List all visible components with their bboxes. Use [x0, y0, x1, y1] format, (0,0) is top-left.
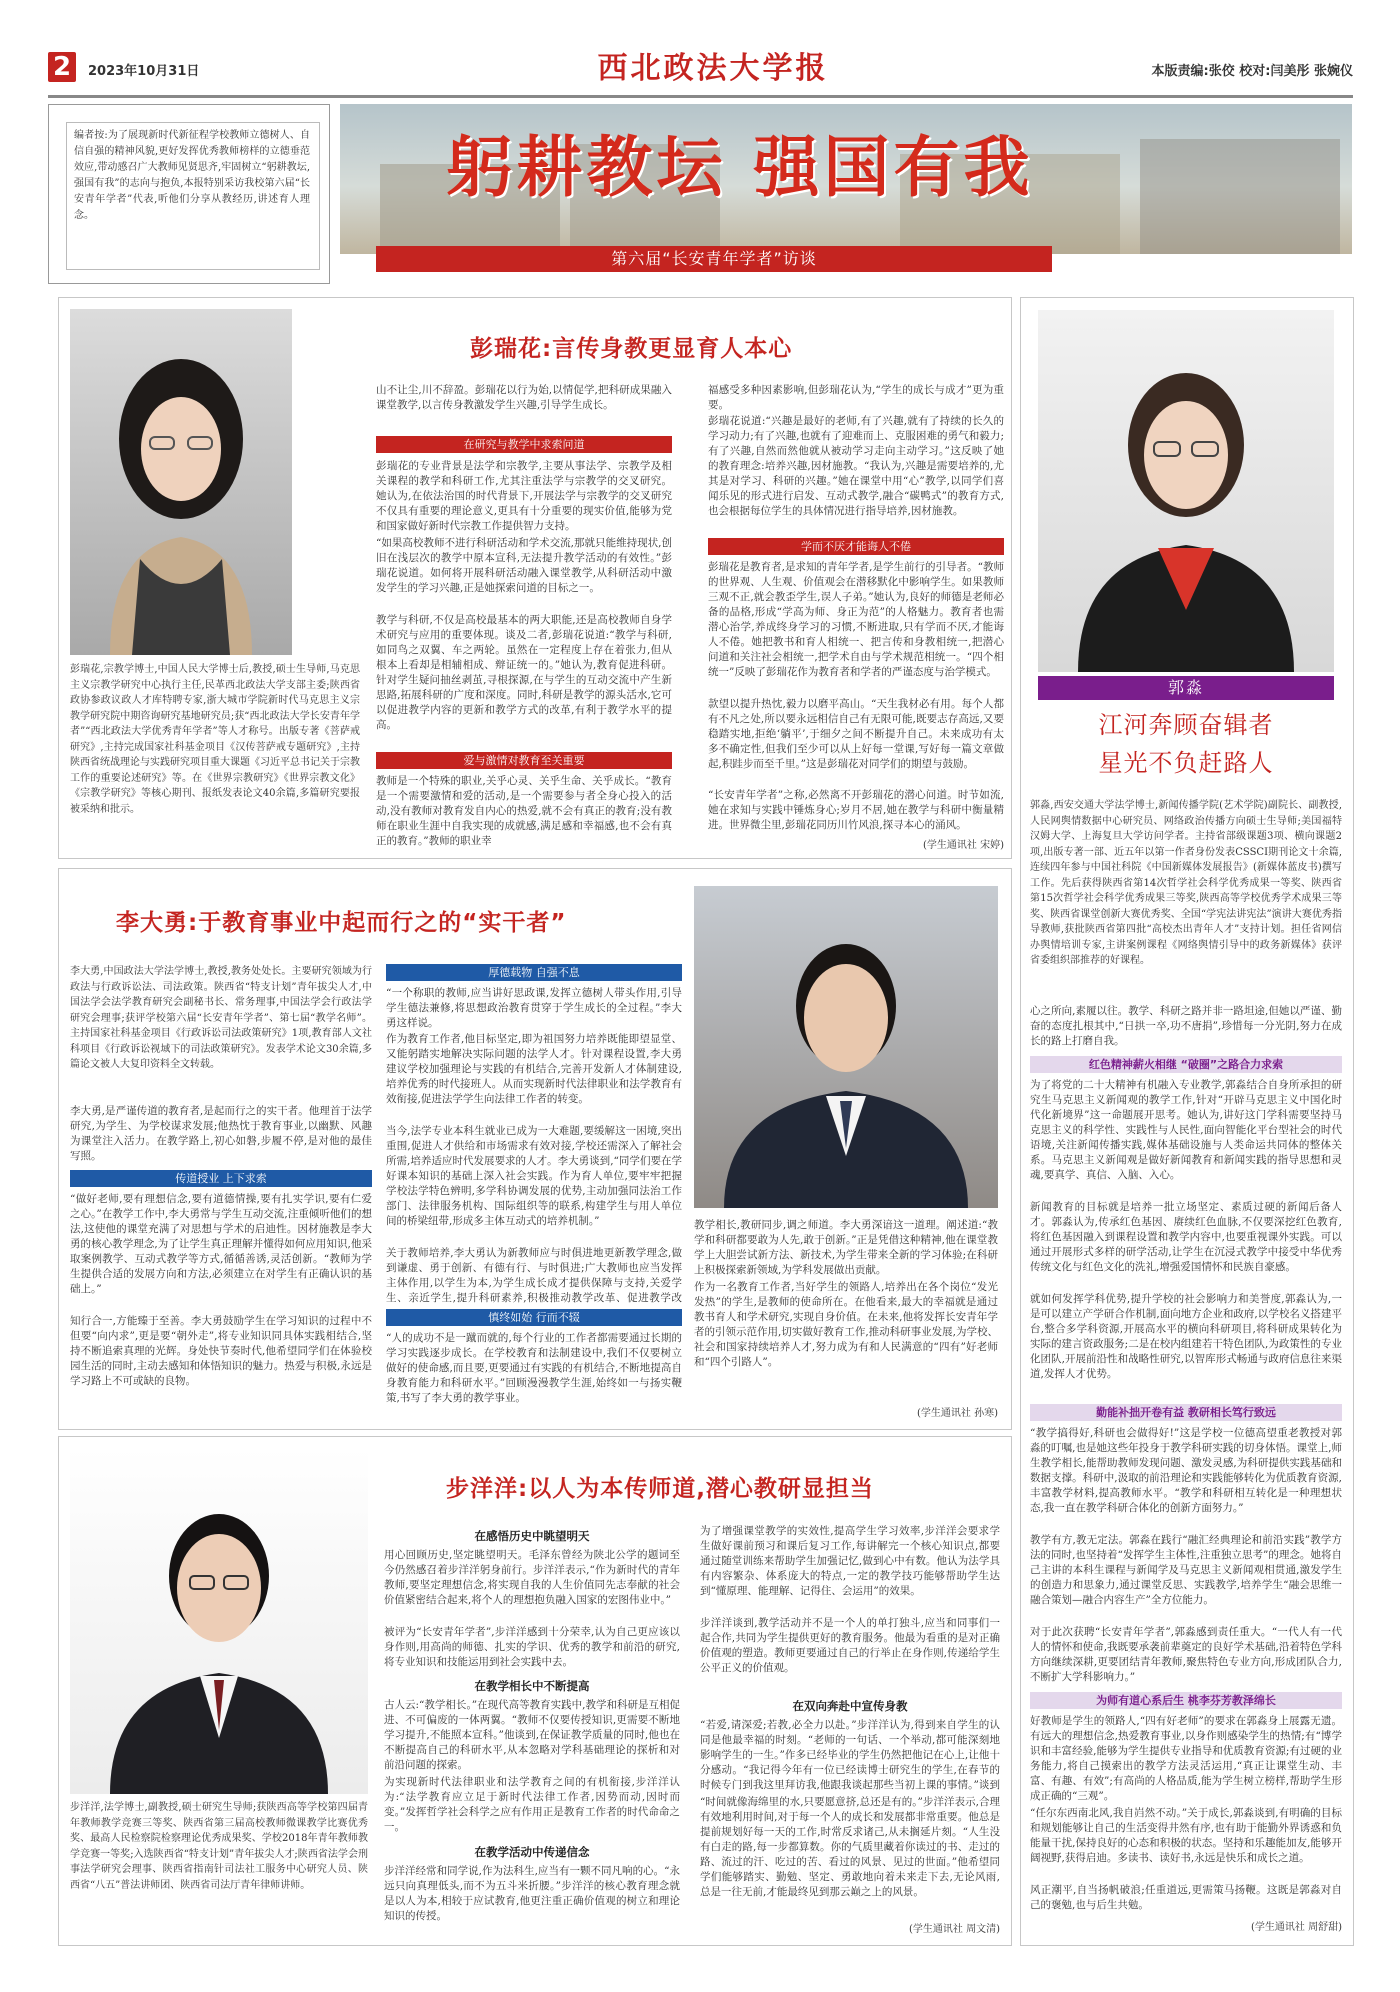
bu-subhead-2: 在教学相长中不断提高 [474, 1679, 590, 1693]
guo-name-bar: 郭淼 [1038, 676, 1334, 700]
editor-credits: 本版责编:张佼 校对:闫美彤 张婉仪 [1151, 64, 1353, 79]
li-p1: “做好老师,要有理想信念,要有道德情操,要有扎实学识,要有仁爱之心。”在教学工作中,李大勇常与学生互动交流,注重倾听他们的想法,这使他的课堂充满了对思想与学术的启迪性。因材施教是李大勇的核心教学理念,为了让学生真正理解并懂得如何应用知识,他采取案例教学、互动式教学等方式,循循善诱,灵活创新。“教师为学生提供合适的发展方向和方法,必须建立在对学生有正确认识的基础上。” [70, 1193, 372, 1295]
bu-p4: 为实现新时代法律职业和法学教育之间的有机衔接,步洋洋认为:“法学教育应立足于新时代法律工作者,因势而动,因时而变。”发挥哲学社会科学之应有作用正是教育工作者的时代命命之一。 [384, 1776, 680, 1833]
bu-p6: 为了增强课堂教学的实效性,提高学生学习效率,步洋洋会要求学生做好课前预习和课后复习工作,每讲解完一个核心知识点,都要通过随堂训练来帮助学生加强记忆,做到心中有数。他认为法学具有内容繁杂、体系庞大的特点,一定的教学技巧能够帮助学生达到“懂原理、能理解、记得住、会运用”的效果。 [700, 1525, 1000, 1597]
li-title: 李大勇:于教育事业中起而行之的“实干者” [116, 910, 567, 936]
bu-p7: 步洋洋谈到,教学活动并不是一个人的单打独斗,应当和同事们一起合作,共同为学生提供更好的教育服务。他最为看重的是对正确价值观的塑造。教师更要通过自己的行举止在身作则,传递给学生公平正义的价值观。 [700, 1617, 1000, 1674]
li-subhead-2: 厚德载物 自强不息 [386, 964, 682, 981]
peng-bio: 彭瑞花,宗教学博士,中国人民大学博士后,教授,硕士生导师,马克思主义宗教学研究中心执行主任,民革西北政法大学支部主委;陕西省政协参政议政人才库特聘专家,浙大城市学院新时代马克思主义宗教学研究院中期咨询研究基地研究员;获“西北政法大学长安青年学者”“西北政法大学优秀青年学者”等人才称号。出版专著《菩萨戒研究》,主持完成国家社科基金项目《汉传菩萨戒专题研究》,主持陕西省统战理论与实践研究项目重大课题《习近平总书记关于宗教工作的重要论述研究》等。在《世界宗教研究》《世界宗教文化》《宗教学研究》等核心期刊、报纸发表论文40余篇,多篇研究要报被采纳和批示。 [70, 664, 360, 815]
li-p3: “一个称职的教师,应当讲好思政课,发挥立德树人带头作用,引导学生德法兼修,将思想政治教育贯穿于学生成长的全过程。”李大勇这样说。 [386, 987, 682, 1029]
li-subhead-1: 传道授业 上下求索 [70, 1170, 372, 1187]
peng-col2-p3: 彭瑞花是教育者,是求知的青年学者,是学生前行的引导者。“教师的世界观、人生观、价值观会在潜移默化中影响学生。如果教师三观不正,就会教歪学生,误人子弟。”她认为,良好的师德是老师必备的品格,形成“学高为师、身正为范”的人格魅力。教育者也需潜心治学,养成终身学习的习惯,不断进取,只有学而不厌,才能诲人不倦。她把教书和育人相统一、把言传和身教相统一,把潜心问道和关注社会相统一,把学术自由与学术规范相统一。“四个相统一”反映了彭瑞花作为教育者和学者的严谨态度与治学模式。 [708, 561, 1004, 678]
bu-p5: 步洋洋经常和同学说,作为法科生,应当有一颗不同凡响的心。“永远只向真理低头,而不为五斗米折腰。”步洋洋的核心教育理念就是以人为本,相较于应试教育,他更注重正确价值观的树立和理论知识的传授。 [384, 1865, 680, 1922]
guo-p1: 为了将党的二十大精神有机融入专业教学,郭淼结合自身所承担的研究生马克思主义新闻观的教学工作,针对“开辟马克思主义中国化时代化新境界”这一命题展开思考。她认为,讲好这门学科需要坚持马克思主义的科学性、实践性与人民性,面向智能化平台型社会的时代语境,关注新闻传播实践,媒体基础设施与人类命运共同体的整体关系。马克思主义新闻观是做好新闻教育和新闻实践的指导思想和灵魂,要真学、真信、入脑、入心。 [1030, 1079, 1342, 1181]
guo-p5: 教学有方,教无定法。郭淼在践行“融汇经典理论和前沿实践”教学方法的同时,也坚持着“发挥学生主体性,注重独立思考”的理念。她将自己主讲的本科生课程与新闻学及马克思主义新闻观相贯通,激发学生的创造力和思象力,通过课堂反思、实践教学,培养学生“融会思维一融合策划—融合内容生产”全方位能力。 [1030, 1534, 1342, 1606]
guo-p7: 好教师是学生的领路人,“四有好老师”的要求在郭淼身上展露无遗。有远大的理想信念,热爱教育事业,以身作则感染学生的热情;有“博学识和丰富经验,能够为学生提供专业指导和优质教育资源;有过硬的业务能力,将自己摸索出的教学方法灵活运用,“真正让课堂生动、丰富、有趣、有效”;有高尚的人格品质,能为学生树立榜样,帮助学生形成正确的“三观”。 [1030, 1715, 1342, 1802]
li-p8: 教学相长,教研同步,调之师道。李大勇深谙这一道理。阐述道:“教学和科研都要敢为人先,敢于创新。”正是凭借这种精神,他在课堂教学上大胆尝试新方法、新技术,为学生带来全新的学习体验;在科研上积极探索新领域,为学科发展做出贡献。 [694, 1219, 998, 1276]
bu-title: 步洋洋:以人为本传师道,潜心教研显担当 [446, 1476, 874, 1502]
portrait-placeholder-icon [70, 309, 292, 655]
peng-subhead-1: 在研究与教学中求索问道 [376, 436, 672, 453]
guo-signature: (学生通讯社 周舒甜) [1251, 1922, 1342, 1933]
peng-col1-p1: 彭瑞花的专业背景是法学和宗教学,主要从事法学、宗教学及相关课程的教学和科研工作,尤其注重法学与宗教学的交叉研究。她认为,在依法治国的时代背景下,开展法学与宗教学的交叉研究不仅具有重要的理论意义,更具有十分重要的现实价值,能够为党和国家做好新时代宗教工作提供智力支持。 [376, 460, 672, 532]
page-header [48, 50, 1353, 90]
peng-signature: (学生通讯社 宋婷) [923, 840, 1004, 851]
banner-title: 躬耕教坛 强国有我 [446, 129, 1034, 206]
li-p9: 作为一名教育工作者,当好学生的领路人,培养出在各个岗位“发光发热”的学生,是教师的使命所在。在他看来,最大的幸福就是通过教书育人和学术研究,实现自身价值。在未来,他将发挥长安青年学者的引领示范作用,切实做好教育工作,推动科研事业发展,为学校、社会和国家持续培养人才,努力成为有和人民满意的“四有”好老师和“四个引路人”。 [694, 1281, 998, 1368]
portrait-placeholder-icon [1038, 310, 1334, 672]
guo-title-line-1: 江河奔顾奋辑者 [1098, 711, 1274, 739]
li-signature: (学生通讯社 孙寒) [917, 1408, 998, 1419]
guo-p0: 心之所向,素履以往。教学、科研之路并非一路坦途,但她以严谨、勤奋的态度扎根其中,“日拱一卒,功不唐捐”,珍惜每一分光阴,努力在成长的路上打磨自我。 [1030, 1005, 1342, 1047]
page-number: 2 [52, 52, 72, 82]
portrait-placeholder-icon [694, 886, 998, 1208]
guo-p9: 风正潮平,自当扬帆破浪;任重道远,更需策马扬鞭。这既是郭淼对自己的褒勉,也与后生共勉。 [1030, 1884, 1342, 1911]
guo-subhead-3: 为师有道心系后生 桃李芬芳教泽绵长 [1030, 1692, 1342, 1709]
bu-bio: 步洋洋,法学博士,副教授,硕士研究生导师;获陕西高等学校第四届青年教师教学竞赛三等奖、陕西省第三届高校教师微课教学比赛优秀奖、最高人民检察院检察理论优秀成果奖、学校2018年青年教师教学竞赛一等奖;入选陕西省“特支计划”青年拔尖人才;陕西省法学会刑事法学研究会理事、陕西省指南针司法社工服务中心研究人员、陕西省“八五”普法讲师团、陕西省司法厅青年律师讲师。 [70, 1802, 368, 1891]
banner [340, 104, 1352, 254]
portrait-placeholder-icon [70, 1448, 368, 1794]
bu-p8: “若爱,请深爱;若教,必全力以赴。”步洋洋认为,得到来自学生的认同是他最幸福的时刻。“老师的一句话、一个举动,都可能深刻地影响学生的一生。”作多已经毕业的学生仍然把他记在心上,让他十分感动。“我记得今年有一位已经读博士研究生的学生,在春节的时候专门到我这里拜访我,他跟我谈起那些当初上课的事情。”谈到 [700, 1719, 1000, 1791]
bu-photo [70, 1448, 368, 1794]
guo-title-line-2: 星光不负赶路人 [1098, 749, 1274, 777]
li-bio: 李大勇,中国政法大学法学博士,教授,教务处处长。主要研究领域为行政法与行政诉讼法、司法政策。陕西省“特支计划”青年拔尖人才,中国法学会法学教育研究会副秘书长、常务理事,中国法学会行政法学研究会理事;获评学校第六届“长安青年学者”、第七届“教学名师”。主持国家社科基金项目《行政诉讼司法政策研究》1项,教育部人文社科项目《行政诉讼视域下的司法政策研究》。发表学术论文30余篇,多篇论文被人大复印资料全文转载。 [70, 966, 372, 1070]
li-photo [694, 886, 998, 1208]
peng-subhead-2: 爱与激情对教育至关重要 [376, 752, 672, 769]
guo-p4: “教学搞得好,科研也会做得好!”这是学校一位德高望重老教授对郭淼的叮嘱,也是她这些年投身于教学科研实践的切身体悟。课堂上,师生教学相长,能帮助教师发现问题、激发灵感,为科研提供实践基础和数据支撑。科研中,汲取的前沿理论和实践能够转化为优质教育资源,丰富教学材料,提高教师水平。“教学和科研相互转化是一种理想状态,我一直在教学科研合体化的创新方面努力。” [1030, 1427, 1342, 1514]
li-p5: 当今,法学专业本科生就业已成为一大难题,要缓解这一困境,突出重围,促进人才供给和市场需求有效对接,学校还需深入了解社会所需,培养适应时代发展要求的人才。李大勇谈到,“同学们要在学好课本知识的基础上深入社会实践。作为育人单位,要牢牢把握学校法学特色辨明,多学科协调发展的优势,主动加强同法治工作部门、法律服务机构、国际组织等的联系,构建学生与用人单位间的桥梁纽带,形成多主体互动式的培养机制。” [386, 1125, 682, 1227]
li-p2: 知行合一,方能臻于至善。李大勇鼓励学生在学习知识的过程中不但要“向内求”,更是要“朝外走”,将专业知识同具体实践相结合,坚持不断追索真理的光辉。身处快节奏时代,他希望同学们在体验校园生活的同时,主动去感知和体悟知识的魅力。热爱与积极,永远是学习路上不可或缺的良物。 [70, 1315, 372, 1387]
guo-p3: 就如何发挥学科优势,提升学校的社会影响力和美誉度,郭淼认为,一是可以建立产学研合作机制,面向地方企业和政府,以学校名义搭建平台,整合多学科资源,开展高水平的横向科研项目,将科研成果转化为实际的建言资政服务;二是在校内组建若干特色团队,为政策性的专业化团队,开展前沿性和战略性研究,以智库形式畅通与政府信息往来渠道,发挥人才优势。 [1030, 1293, 1342, 1380]
guo-subhead-2: 勤能补拙开卷有益 教研相长笃行致远 [1030, 1404, 1342, 1421]
peng-photo [70, 309, 292, 655]
li-subhead-3: 慎终如始 行而不辍 [386, 1309, 682, 1326]
guo-p6: 对于此次获聘“长安青年学者”,郭淼感到责任重大。“一代人有一代人的情怀和使命,我既要承袭前辈奠定的良好学术基础,沿着特色学科方向继续深耕,更要团结青年教师,聚焦特色专业方向,形成团队合力,不断扩大学科影响力。” [1030, 1626, 1342, 1683]
header-rule [48, 95, 1353, 98]
peng-subhead-3: 学而不厌才能诲人不倦 [708, 538, 1004, 555]
bu-subhead-3: 在教学活动中传递信念 [474, 1845, 590, 1859]
bu-p2: 被评为“长安青年学者”,步洋洋感到十分荣幸,认为自己更应该以身作则,用高尚的师德、扎实的学识、优秀的教学和前沿的研究,将专业知识和技能运用到社会实践中去。 [384, 1626, 680, 1668]
li-p6: 关于教师培养,李大勇认为新教师应与时俱进地更新教学理念,做到谦虚、勇于创新、有德有行、与时俱进;广大教师也应当发挥主体作用,以学生为本,为学生成长成才提供保障与支持,关爱学生、亲近学生,提升科研素养,积极推动教学改革、促进教学改 [386, 1247, 682, 1304]
li-p7: “人的成功不是一蹴而就的,每个行业的工作者都需要通过长期的学习实践逐步成长。在学校教育和法制建设中,我们不仅要树立做好的使命感,而且要,更要通过有实践的有机结合,不断地提高自身教育能力和科研水平。”回顾漫漫教学生涯,始终如一与扬实鞭策,书写了李大勇的教学事业。 [386, 1332, 682, 1404]
li-intro: 李大勇,是严谨传道的教育者,是起而行之的实干者。他理首于法学研究,为学生、为学校谋求发展;他热忱于教育事业,以幽默、风趣为课堂注入活力。在教学路上,初心如磐,步履不停,是对他的最佳写照。 [70, 1105, 372, 1162]
li-p4: 作为教育工作者,他目标坚定,即为祖国努力培养既能即望显堂、又能躬踏实地解决实际问题的法学人才。针对课程设置,李大勇建议学校加强理论与实践的有机结合,完善开发新人才体制建设,培养优秀的时代接班人。从而实现新时代法律职业和法学教育有效衔接,促进法学学生向法律工作者的转变。 [386, 1033, 682, 1105]
peng-col2-p5: “长安青年学者”之称,必然离不开彭瑞花的潜心问道。时节如流,她在求知与实践中锤炼身心;岁月不居,她在教学与科研中衡量精进。世界微尘里,彭瑞花同历川竹风浪,探寻本心的涌风。 [708, 789, 1004, 831]
guo-photo [1038, 310, 1334, 672]
peng-col2-p1: 福感受多种因素影响,但彭瑞花认为,“学生的成长与成才”更为重要。 [708, 384, 1004, 411]
peng-col2-p4: 款望以提升热忱,毅力以磨平高山。“天生我材必有用。每个人都有不凡之处,所以要永远相信自己有无限可能,既要志存高远,又要稳踏实地,拒绝‘躺平’,于细夕之间不断提升自己。未来成功有太多不确定性,但我们至少可以从上好每一堂课,写好每一篇文章做起,积跬步而至千里。”这是彭瑞花对同学们的期望与鼓励。 [708, 698, 1004, 770]
peng-col1-intro: 山不让尘,川不辞盈。彭瑞花以行为始,以情促学,把科研成果融入课堂教学,以言传身教激发学生兴趣,引导学生成长。 [376, 384, 672, 411]
peng-title: 彭瑞花:言传身教更显育人本心 [470, 336, 793, 362]
guo-subhead-1: 红色精神薪火相继 “破圈”之路合力求索 [1030, 1056, 1342, 1073]
banner-subtitle: 第六届“长安青年学者”访谈 [376, 246, 1052, 272]
peng-col2-p2: 彭瑞花说道:“兴趣是最好的老师,有了兴趣,就有了持续的长久的学习动力;有了兴趣,也就有了迎难而上、克服困难的勇气和毅力;有了兴趣,自然而然他就从被动学习走向主动学习。”这反映了她的教育理念:培养兴趣,因材施教。“我认为,兴趣是需要培养的,尤其是对学习、科研的兴趣。”她在课堂中用“心”教学,以同学们喜闻乐见的形式进行启发、互动式教学,融合“碳鸭式”的教育方式,也会根据每位学生的具体情况进行指导培养,因材施教。 [708, 415, 1004, 517]
peng-col1-p2: “如果高校教师不进行科研活动和学术交流,那就只能维持现状,创旧在浅层次的教学中原本宣科,无法提升教学活动的有效性。”彭瑞花说道。如何将开展科研活动融入课堂教学,从科研活动中激发学生的学习兴趣,正是她探索问道的目标之一。 [376, 537, 672, 594]
bu-subhead-1: 在感悟历史中眺望明天 [474, 1529, 590, 1543]
bu-p1: 用心回顾历史,坚定眺望明天。毛泽东曾经为陕北公学的题词至今仍然感召着步洋洋躬身前行。步洋洋表示,“作为新时代的青年教师,要坚定理想信念,将实现自我的人生价值同先志奉献的社会价值紧密结合起来,将个人的理想抱负融入国家的宏图伟业中。” [384, 1549, 680, 1606]
bu-p9: “时间就像海绵里的水,只要愿意挤,总还是有的。”步洋洋表示,合理有效地利用时间,对于每一个人的成长和发展都非常重要。他总是提前规划好每一天的工作,时常反求诸己,从未搁延片刻。“人生没有白走的路,每一步都算数。你的气质里藏着你读过的书、走过的路、流过的汗、吃过的苦、看过的风景、见过的世面。”他希望同学们能够踏实、勤勉、坚定、勇敢地向着未来走下去,无论风雨,总是一往无前,才能最终见到那云巅之上的风景。 [700, 1796, 1000, 1898]
bu-subhead-4: 在双向奔赴中宣传身教 [792, 1699, 908, 1713]
guo-p2: 新闻教育的目标就是培养一批立场坚定、素质过硬的新闻后备人才。郭淼认为,传承红色基因、赓续红色血脉,不仅要深挖红色教育,将红色基因融入到课程设置和教学内容中,也要重视课外实践。可以通过开展形式多样的研学活动,让学生在沉浸式教学中接受中华优秀传统文化与红色文化的洗礼,增强爱国情怀和民族自豪感。 [1030, 1201, 1342, 1273]
bu-p3: 古人云:“教学相长。”在现代高等教育实践中,教学和科研是互相促进、不可偏废的一体两翼。“教师不仅要传授知识,更需要不断地学习提升,不能照本宣科。”他谈到,在保证教学质量的同时,他也在不断提高自己的科研水平,从本忽略对学科基础理论的探析和对前沿问题的探索。 [384, 1699, 680, 1771]
guo-p8: “任尔东西南北风,我自岿然不动。”关于成长,郭淼谈到,有明确的目标和规划能够让自己的生活变得井然有序,也有助于能勤外界诱惑和负能量干扰,保持良好的心态和积极的状态。坚持和乐趣能加友,能够开阔视野,获得启迪。多读书、读好书,永远是快乐和成长之道。 [1030, 1807, 1342, 1864]
peng-col1-p3: 教学与科研,不仅是高校最基本的两大职能,还是高校教师自身学术研究与应用的重要体现。谈及二者,彭瑞花说道:“教学与科研,如同鸟之双翼、车之两轮。虽然在一定程度上存在着张力,但从根本上看却是相辅相成、辩证统一的。”她认为,教育促进科研。针对学生疑问抽丝剥茧,寻根探源,在与学生的互动交流中产生新思路,拓展科研的广度和深度。同时,科研是教学的源头活水,它可以促进教学内容的更新和教学方式的改革,有利于教学水平的提高。 [376, 614, 672, 731]
editor-note: 编者按:为了展现新时代新征程学校教师立德树人、自信自强的精神风貌,更好发挥优秀教师榜样的立德垂范效应,带动感召广大教师见贤思齐,牢固树立“躬耕教坛,强国有我”的志向与抱负,本报特别采访我校第六届“长安青年学者”代表,听他们分享从教经历,讲述育人理念。 [74, 130, 310, 221]
bu-signature: (学生通讯社 周文清) [909, 1924, 1000, 1935]
peng-col1-p4: 教师是一个特殊的职业,关乎心灵、关乎生命、关乎成长。“教育是一个需要激情和爱的活动,是一个需要参与者全身心投入的活动,没有教师对教育发自内心的热爱,就不会有真正的教育;没有教师在职业生涯中自我实现的成就感,满足感和幸福感,也不会有真正的教育。”教师的职业幸 [376, 775, 672, 847]
issue-date: 2023年10月31日 [88, 64, 200, 79]
guo-bio: 郭淼,西安交通大学法学博士,新闻传播学院(艺术学院)副院长、副教授,人民网舆情数据中心研究员、网络政治传播方向硕士生导师;美国福特汉姆大学、上海复旦大学访问学者。主持省部级课题3项、横向课题2项,出版专著一部、近五年以第一作者身份发表CSSCI期刊论文十余篇,连续四年参与中国社科院《中国新媒体发展报告》(新媒体蓝皮书)撰写工作。先后获得陕西省第14次哲学社会科学优秀成果一等奖、陕西省第15次哲学社会科学优秀成果三等奖,陕西高等学校优秀学术成果三等奖、陕西省课堂创新大赛优秀奖、全国“学宪法讲宪法”演讲大赛优秀指导教师,获批陕西省第四批“高校杰出青年人才”支持计划。担任省网信办舆情培训专家,主讲案例课程《网络舆情引导中的政务新媒体》获评省委组织部推荐的好课程。 [1030, 800, 1342, 966]
masthead: 西北政法大学报 [597, 51, 829, 86]
